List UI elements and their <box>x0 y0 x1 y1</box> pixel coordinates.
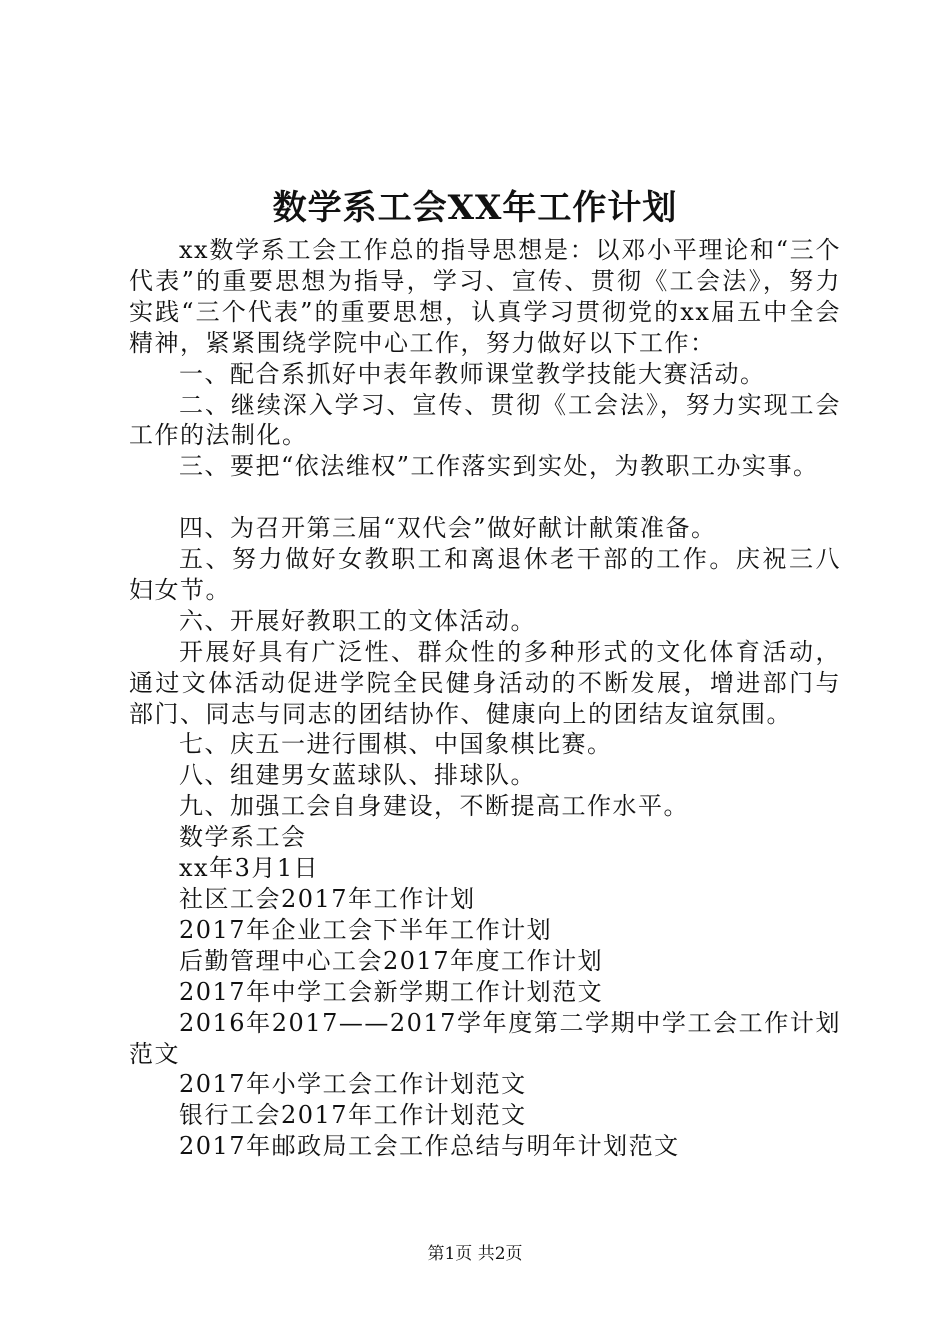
document-title: 数学系工会XX年工作计划 <box>272 188 678 228</box>
related-article: 2016年2017——2017学年度第二学期中学工会工作计划范文 <box>129 1008 841 1068</box>
paragraph-item-6: 六、开展好教职工的文体活动。 <box>179 606 536 635</box>
paragraph-item-7: 七、庆五一进行围棋、中国象棋比赛。 <box>179 730 613 759</box>
related-article: 2017年中学工会新学期工作计划范文 <box>179 977 604 1006</box>
page-number-footer: 第1页 共2页 <box>427 1244 523 1264</box>
paragraph-blank <box>129 482 841 513</box>
related-article: 2017年企业工会下半年工作计划 <box>179 915 553 944</box>
paragraph-item-9: 九、加强工会自身建设，不断提高工作水平。 <box>179 792 689 821</box>
signature-date: xx年3月1日 <box>179 854 320 883</box>
paragraph-item-2: 二、继续深入学习、宣传、贯彻《工会法》，努力实现工会工作的法制化。 <box>129 390 841 450</box>
paragraph-intro: xx数学系工会工作总的指导思想是：以邓小平理论和“三个代表”的重要思想为指导，学习、宣传、贯彻《工会法》，努力实践“三个代表”的重要思想，认真学习贯彻党的xx届五中全会精神，紧紧围绕学院中心工作，努力做好以下工作： <box>129 236 841 357</box>
related-article: 银行工会2017年工作计划范文 <box>179 1101 527 1130</box>
related-article: 后勤管理中心工会2017年度工作计划 <box>179 946 604 975</box>
paragraph-item-1: 一、配合系抓好中表年教师课堂教学技能大赛活动。 <box>179 359 766 388</box>
paragraph-item-5: 五、努力做好女教职工和离退休老干部的工作。庆祝三八妇女节。 <box>129 545 841 604</box>
paragraph-item-4: 四、为召开第三届“双代会”做好献计献策准备。 <box>179 514 717 543</box>
related-article: 2017年小学工会工作计划范文 <box>179 1070 527 1099</box>
signature-organization: 数学系工会 <box>179 823 307 852</box>
paragraph-item-8: 八、组建男女蓝球队、排球队。 <box>179 761 536 790</box>
paragraph-item-3: 三、要把“依法维权”工作落实到实处，为教职工办实事。 <box>179 452 819 481</box>
document-body <box>129 235 841 1162</box>
related-article: 2017年邮政局工会工作总结与明年计划范文 <box>179 1132 680 1161</box>
related-article: 社区工会2017年工作计划 <box>179 885 476 914</box>
paragraph-item-6-detail: 开展好具有广泛性、群众性的多种形式的文化体育活动，通过文体活动促进学院全民健身活动的不断发展，增进部门与部门、同志与同志的团结协作、健康向上的团结友谊氛围。 <box>129 637 841 728</box>
